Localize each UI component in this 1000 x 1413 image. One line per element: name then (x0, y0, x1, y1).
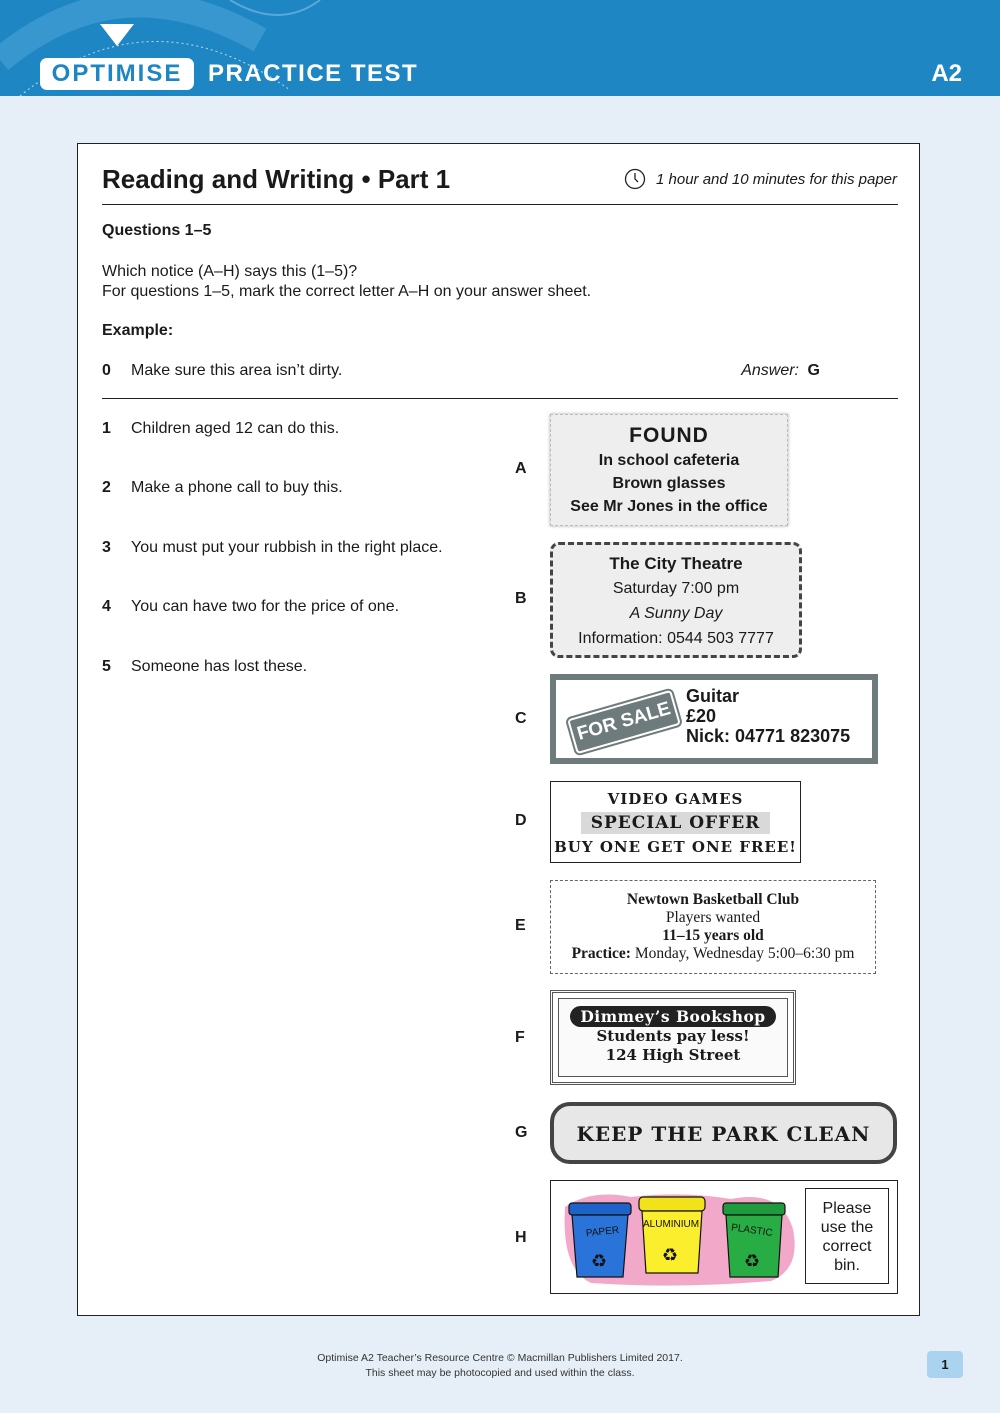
notice-a-line: In school cafeteria (598, 452, 740, 469)
question-text: Someone has lost these. (131, 658, 308, 675)
notice-b-line: Saturday 7:00 pm (612, 580, 740, 597)
question-number: 1 (102, 420, 111, 437)
example-text: Make sure this area isn’t dirty. (131, 362, 343, 379)
question-number: 3 (102, 539, 111, 556)
recycling-bins-image (561, 1189, 797, 1287)
notice-letter-h: H (515, 1229, 527, 1246)
notice-h-sign-line: use the (820, 1219, 874, 1236)
optimise-logo: OPTIMISE (40, 58, 194, 90)
aluminium-bin-icon (639, 1197, 705, 1273)
header-banner (0, 0, 1000, 96)
notice-letter-d: D (515, 812, 527, 829)
question-text: Make a phone call to buy this. (131, 479, 343, 496)
questions-heading: Questions 1–5 (102, 222, 212, 239)
copyright-line: Optimise A2 Teacher’s Resource Centre © Macmillan Publishers Limited 2017. (317, 1352, 683, 1364)
notice-d-line: VIDEO GAMES (607, 790, 744, 808)
notice-b (550, 542, 802, 658)
notice-f (550, 990, 796, 1085)
instructions (102, 262, 591, 302)
header-title: PRACTICE TEST (208, 60, 419, 87)
divider (102, 204, 898, 205)
notice-e-line: Players wanted (665, 909, 761, 926)
section-title: Reading and Writing • Part 1 (102, 164, 451, 194)
notice-c-line: Nick: 04771 823075 (686, 726, 851, 746)
question-number: 2 (102, 479, 111, 496)
notice-a-line: See Mr Jones in the office (570, 498, 768, 515)
notice-letter-f: F (515, 1029, 525, 1046)
notice-g (550, 1102, 897, 1164)
notice-h-sign-line: bin. (834, 1257, 860, 1274)
time-note-text: 1 hour and 10 minutes for this paper (656, 170, 897, 188)
notice-b-line: A Sunny Day (629, 605, 723, 622)
notice-b-line: Information: 0544 503 7777 (578, 630, 774, 647)
svg-text:♻: ♻ (591, 1251, 608, 1272)
footer (0, 1351, 1000, 1381)
notice-e-line: 11–15 years old (662, 927, 764, 944)
svg-text:♻: ♻ (662, 1245, 679, 1266)
notice-letter-c: C (515, 710, 527, 727)
notice-g-text: KEEP THE PARK CLEAN (576, 1122, 871, 1146)
clock-icon (624, 168, 646, 190)
question-number: 5 (102, 658, 111, 675)
notice-h (550, 1180, 898, 1294)
paper-bin-icon (569, 1203, 631, 1277)
notice-c-line: Guitar (686, 686, 740, 706)
notice-letter-g: G (515, 1124, 528, 1141)
level-label: A2 (931, 60, 962, 87)
plastic-bin-icon (723, 1203, 785, 1277)
notice-letter-a: A (515, 460, 527, 477)
triangle-icon (100, 24, 134, 46)
for-sale-tag: FOR SALE (567, 690, 681, 754)
notice-e-heading: Newtown Basketball Club (626, 891, 800, 908)
notice-d-line: BUY ONE GET ONE FREE! (554, 838, 797, 856)
bin-label: PLASTIC (730, 1222, 774, 1239)
notice-letter-e: E (515, 917, 526, 934)
notice-a-line: Brown glasses (612, 475, 726, 492)
instruction-line-1: Which notice (A–H) says this (1–5)? (102, 263, 358, 280)
notice-c-line: £20 (686, 706, 717, 726)
page-number: 1 (927, 1351, 963, 1378)
photocopy-note: This sheet may be photocopied and used within the class. (365, 1367, 635, 1379)
example-number: 0 (102, 362, 111, 379)
notice-f-line: Students pay less! (596, 1027, 750, 1045)
notice-h-sign-line: Please (822, 1200, 872, 1217)
instruction-line-2: For questions 1–5, mark the correct letter A–H on your answer sheet. (102, 283, 592, 300)
notice-a-heading: FOUND (629, 424, 709, 447)
time-note (624, 168, 897, 190)
notice-d-highlight: SPECIAL OFFER (581, 812, 771, 834)
notice-c (550, 674, 878, 764)
question-text: Children aged 12 can do this. (131, 420, 340, 437)
notice-e-label: Practice: (571, 945, 631, 962)
notice-f-heading: Dimmey’s Bookshop (570, 1006, 775, 1027)
notice-letter-b: B (515, 590, 527, 607)
divider (102, 398, 898, 399)
question-text: You must put your rubbish in the right place. (131, 539, 443, 556)
notice-e (550, 880, 876, 974)
example-answer-label: Answer: (741, 362, 799, 379)
example-heading: Example: (102, 322, 174, 339)
test-sheet (77, 143, 920, 1316)
notice-h-sign-line: correct (822, 1238, 872, 1255)
notice-d (550, 781, 801, 863)
question-text: You can have two for the price of one. (131, 598, 400, 615)
bin-label: PAPER (585, 1224, 620, 1240)
svg-text:♻: ♻ (744, 1251, 761, 1272)
notice-b-heading: The City Theatre (609, 554, 743, 573)
notice-e-line (551, 945, 875, 963)
question-number: 4 (102, 598, 111, 615)
example-answer: G (807, 362, 820, 379)
bin-label: ALUMINIUM (643, 1219, 700, 1230)
notice-h-sign (805, 1188, 889, 1284)
notice-e-schedule: Monday, Wednesday 5:00–6:30 pm (634, 945, 855, 962)
notice-a (550, 414, 788, 526)
notice-f-line: 124 High Street (605, 1046, 741, 1064)
notice-c-text (686, 686, 850, 746)
